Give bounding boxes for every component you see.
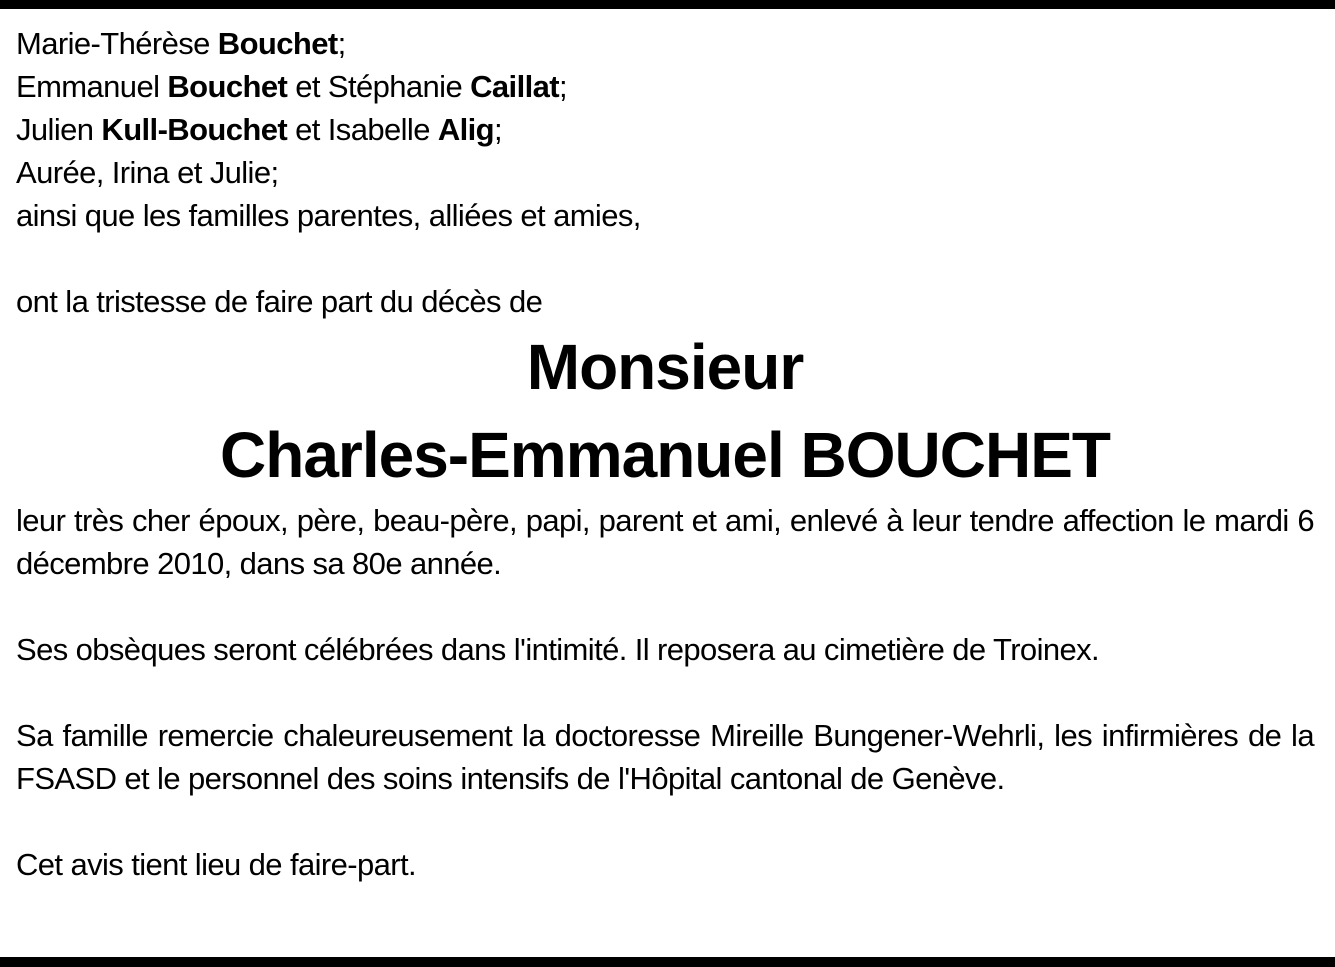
family-line (16, 65, 1314, 108)
family-text: Marie-Thérèse (16, 26, 218, 61)
family-text: Emmanuel (16, 69, 168, 104)
family-surname: Bouchet (167, 69, 288, 104)
family-text: ainsi que les familles parentes, alliées et amies, (16, 198, 641, 233)
family-line (16, 22, 1314, 65)
family-text: Aurée, Irina et Julie; (16, 155, 279, 190)
closing-paragraph: Cet avis tient lieu de faire-part. (16, 847, 417, 882)
family-text: et Isabelle (287, 112, 438, 147)
family-text: Julien (16, 112, 102, 147)
deceased-name: Charles-Emmanuel BOUCHET (220, 419, 1110, 491)
death-notice (16, 22, 1314, 886)
thanks-paragraph: Sa famille remercie chaleureusement la doctoresse Mireille Bungener-Wehrli, les infirmières de la FSASD et le personnel des soins intensifs de l'Hôpital cantonal de Genève. (16, 718, 1314, 796)
bottom-rule (0, 957, 1335, 967)
family-line (16, 108, 1314, 151)
funeral-paragraph: Ses obsèques seront célébrées dans l'intimité. Il reposera au cimetière de Troinex. (16, 632, 1100, 667)
family-line (16, 194, 1314, 237)
family-list (16, 22, 1314, 237)
top-rule (0, 0, 1335, 9)
family-text: ; (337, 26, 346, 61)
deceased-title: Monsieur (526, 331, 804, 403)
family-surname: Bouchet (217, 26, 338, 61)
family-text: ; (558, 69, 567, 104)
family-line (16, 151, 1314, 194)
family-text: et Stéphanie (287, 69, 471, 104)
deceased-heading (16, 323, 1314, 499)
family-surname: Alig (437, 112, 495, 147)
intro-line: ont la tristesse de faire part du décès de (16, 284, 543, 319)
family-surname: Kull-Bouchet (101, 112, 288, 147)
description-paragraph: leur très cher époux, père, beau-père, papi, parent et ami, enlevé à leur tendre affection le mardi 6 décembre 2010, dans sa 80e année. (16, 503, 1314, 581)
family-surname: Caillat (470, 69, 559, 104)
family-text: ; (494, 112, 503, 147)
